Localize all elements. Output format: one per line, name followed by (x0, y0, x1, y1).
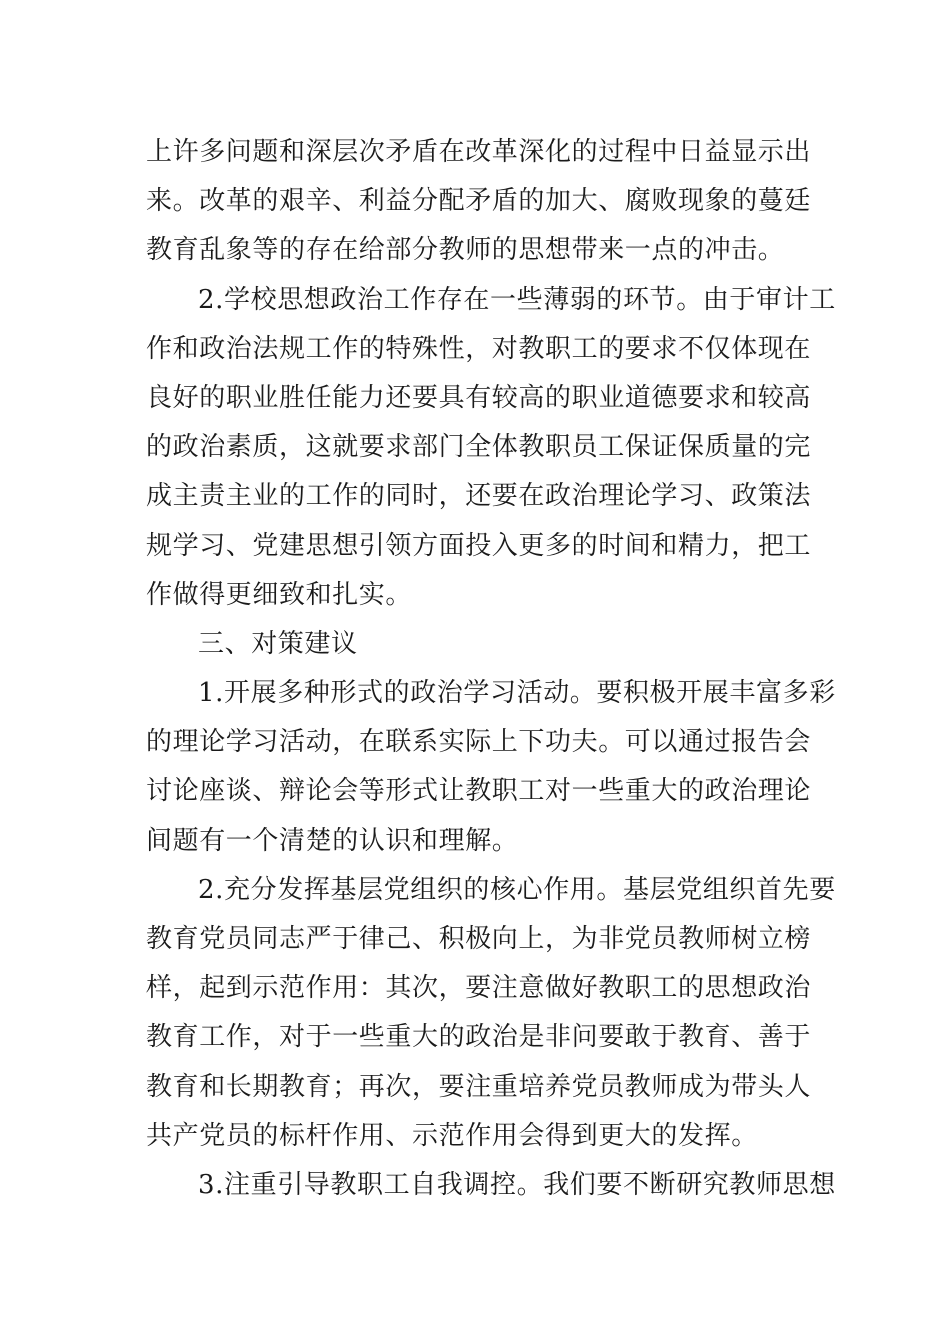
paragraph-start-line: 2.充分发挥基层党组织的核心作用。基层党组织首先要 (198, 874, 836, 905)
text-line: 的理论学习活动，在联系实际上下功夫。可以通过报告会 (146, 727, 812, 758)
text-line: 成主责主业的工作的同时，还要在政治理论学习、政策法 (146, 481, 812, 512)
text-line: 讨论座谈、辩论会等形式让教职工对一些重大的政治理论 (146, 776, 812, 807)
text-line: 教育乱象等的存在给部分教师的思想带来一点的冲击。 (146, 235, 785, 266)
text-line: 来。改革的艰辛、利益分配矛盾的加大、腐败现象的蔓廷 (146, 186, 812, 217)
document-body (146, 128, 836, 1210)
text-line: 共产党员的标杆作用、示范作用会得到更大的发挥。 (146, 1120, 758, 1151)
text-line: 教育和长期教育；再次，要注重培养党员教师成为带头人 (146, 1071, 812, 1102)
section-heading: 三、对策建议 (198, 628, 358, 659)
text-line: 作和政治法规工作的特殊性，对教职工的要求不仅体现在 (146, 333, 812, 364)
paragraph-start-line: 2.学校思想政治工作存在一些薄弱的环节。由于审计工 (198, 284, 836, 315)
text-line: 教育党员同志严于律己、积极向上，为非党员教师树立榜 (146, 924, 812, 954)
paragraph-start-line: 1.开展多种形式的政治学习活动。要积极开展丰富多彩 (198, 678, 836, 709)
text-line: 规学习、党建思想引领方面投入更多的时间和精力，把工 (146, 530, 812, 561)
text-line: 教育工作，对于一些重大的政治是非问要敢于教育、善于 (146, 1022, 812, 1053)
text-line: 样，起到示范作用：其次，要注意做好教职工的思想政治 (146, 973, 812, 1004)
text-line: 良好的职业胜任能力还要具有较高的职业道德要求和较高 (146, 382, 812, 413)
text-line: 的政治素质，这就要求部门全体教职员工保证保质量的完 (146, 432, 812, 463)
text-line: 上许多问题和深层次矛盾在改革深化的过程中日益显示出 (146, 137, 812, 167)
paragraph-start-line: 3.注重引导教职工自我调控。我们要不断研究教师思想 (198, 1169, 836, 1200)
text-line: 作做得更细致和扎实。 (146, 579, 413, 610)
text-line: 间题有一个清楚的认识和理解。 (146, 825, 519, 856)
